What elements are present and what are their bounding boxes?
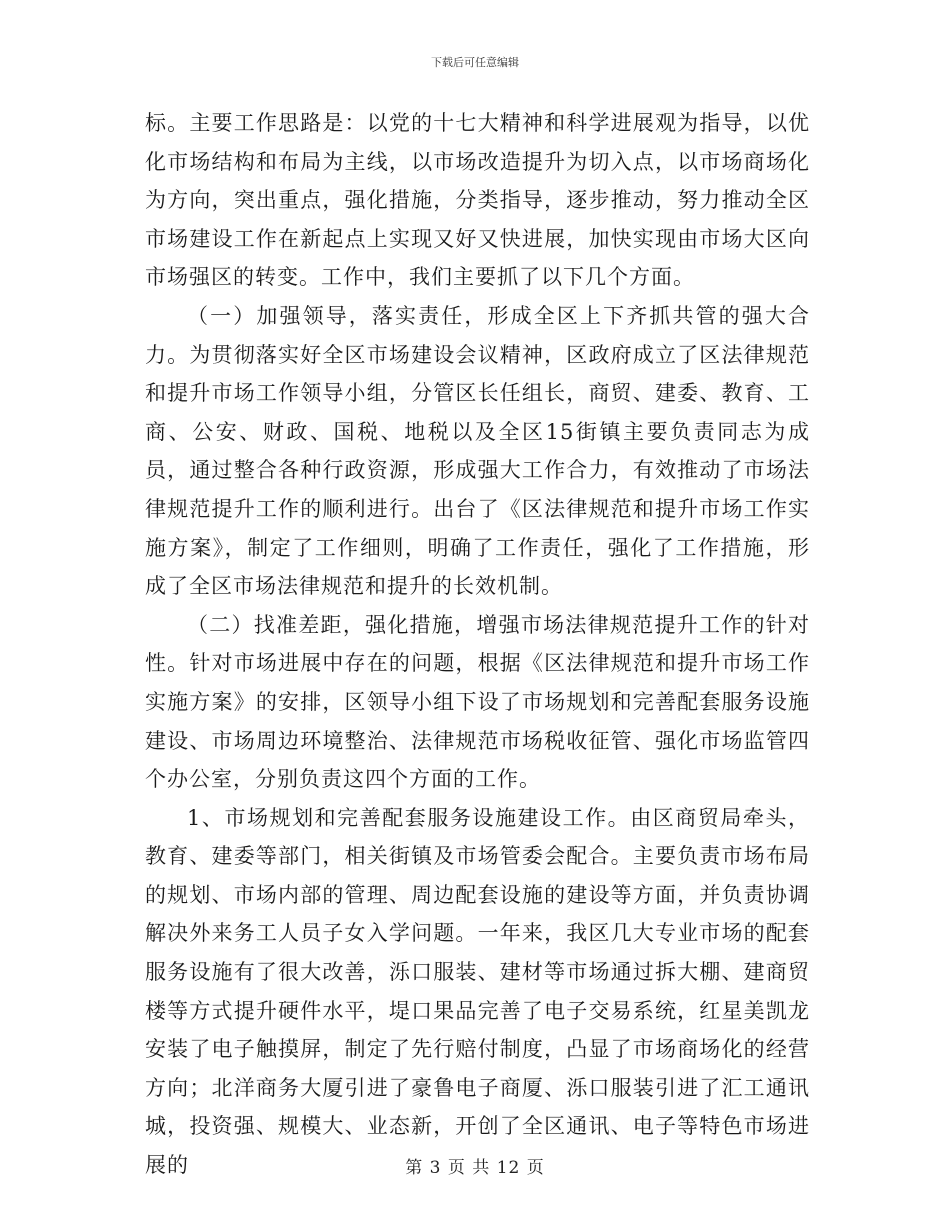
paragraph-3: （二）找准差距，强化措施，增强市场法律规范提升工作的针对性。针对市场进展中存在的问题，根据《区法律规范和提升市场工作实施方案》的安排，区领导小组下设了市场规划和完善配套服务设施建设、市场周边环境整治、法律规范市场税收征管、强化市场监管四个办公室，分别负责这四个方面的工作。	[145, 612, 810, 792]
document-body	[145, 104, 810, 1185]
paragraph-1: 标。主要工作思路是：以党的十七大精神和科学进展观为指导，以优化市场结构和布局为主线，以市场改造提升为切入点，以市场商场化为方向，突出重点，强化措施，分类指导，逐步推动，努力推动全区市场建设工作在新起点上实现又好又快进展，加快实现由市场大区向市场强区的转变。工作中，我们主要抓了以下几个方面。	[145, 111, 810, 290]
paragraph-4: 1、市场规划和完善配套服务设施建设工作。由区商贸局牵头，教育、建委等部门，相关街镇及市场管委会配合。主要负责市场布局的规划、市场内部的管理、周边配套设施的建设等方面，并负责协调解决外来务工人员子女入学问题。一年来，我区几大专业市场的配套服务设施有了很大改善，泺口服装、建材等市场通过拆大棚、建商贸楼等方式提升硬件水平，堤口果品完善了电子交易系统，红星美凯龙安装了电子触摸屏，制定了先行赔付制度，凸显了市场商场化的经营方向；北洋商务大厦引进了豪鲁电子商厦、泺口服装引进了汇工通讯城，投资强、规模大、业态新，开创了全区通讯、电子等特色市场进展的	[145, 805, 810, 1178]
paragraph-2: （一）加强领导，落实责任，形成全区上下齐抓共管的强大合力。为贯彻落实好全区市场建设会议精神，区政府成立了区法律规范和提升市场工作领导小组，分管区长任组长，商贸、建委、教育、工商、公安、财政、国税、地税以及全区15街镇主要负责同志为成员，通过整合各种行政资源，形成强大工作合力，有效推动了市场法律规范提升工作的顺利进行。出台了《区法律规范和提升市场工作实施方案》，制定了工作细则，明确了工作责任，强化了工作措施，形成了全区市场法律规范和提升的长效机制。	[145, 303, 810, 599]
page-header: 下载后可任意编辑	[431, 56, 519, 69]
page-number: 第 3 页 共 12 页	[405, 1158, 545, 1178]
